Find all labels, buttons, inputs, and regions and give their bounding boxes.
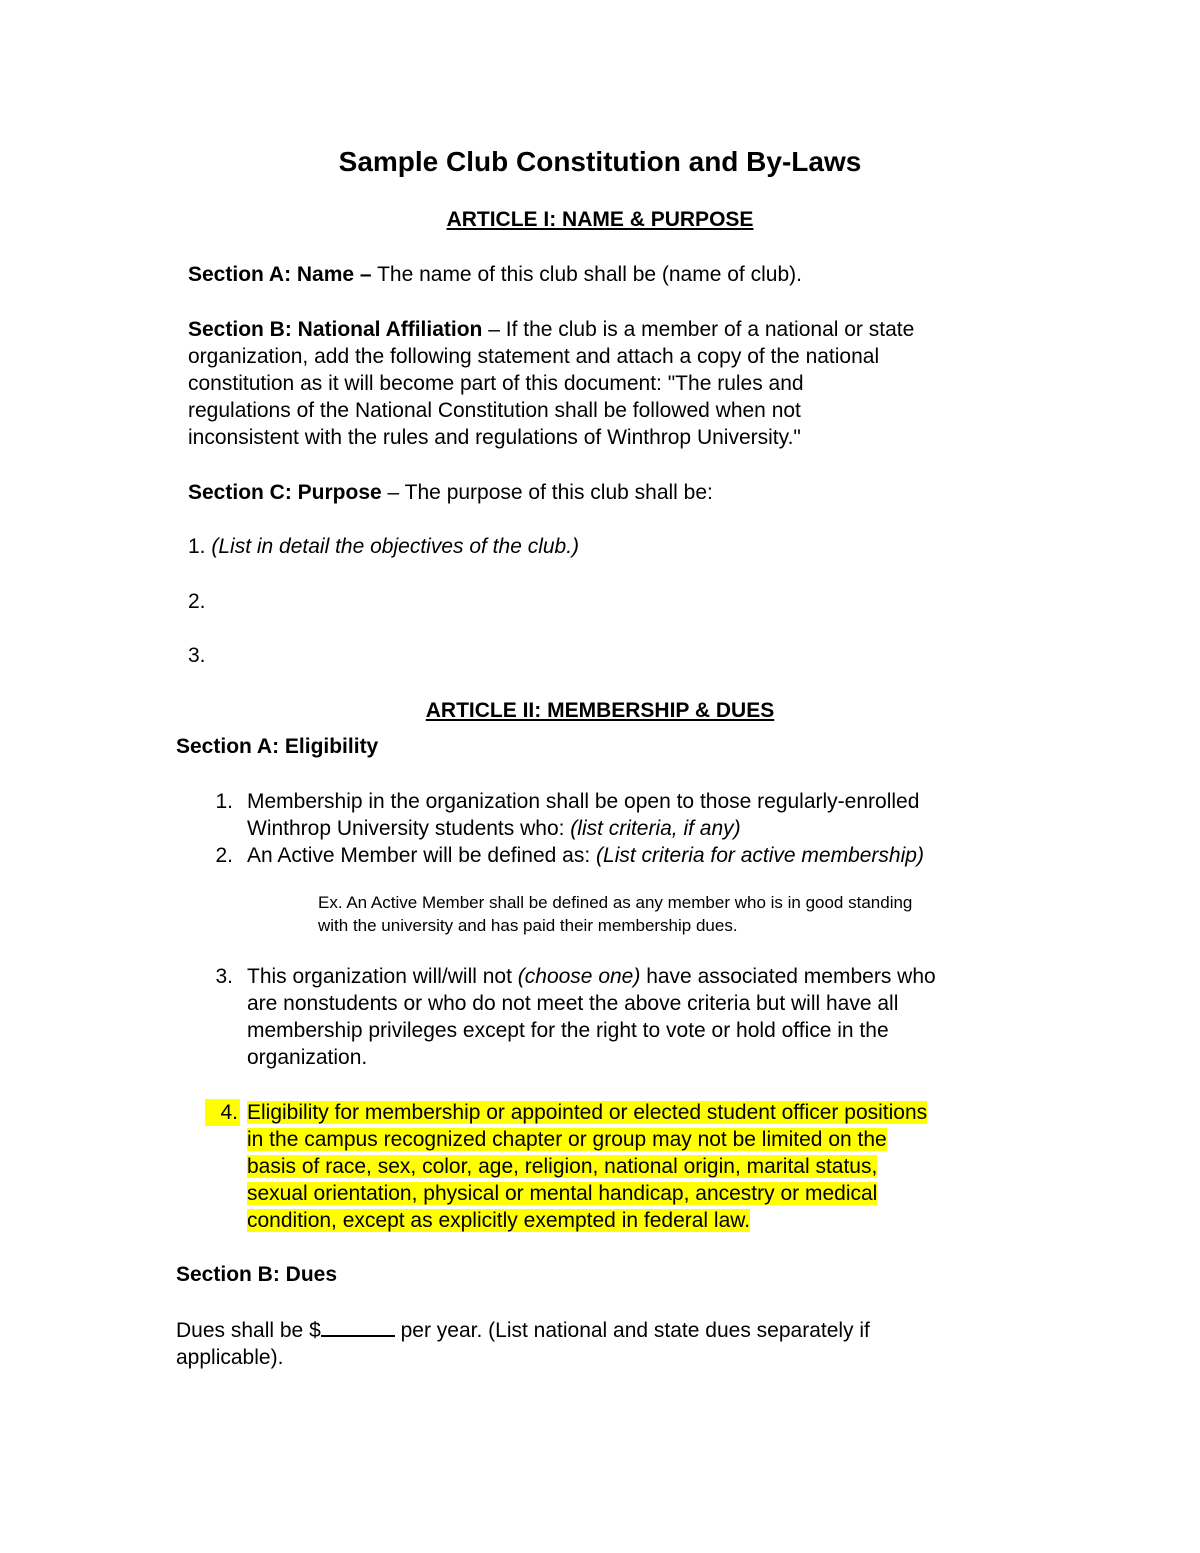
section-a-label: Section A: Name –	[188, 263, 372, 286]
purpose-item-2: 2.	[188, 590, 206, 613]
item-italic: (choose one)	[517, 965, 641, 988]
section-b-line: inconsistent with the rules and regulations of Winthrop University."	[188, 426, 801, 449]
article-2-heading: ARTICLE II: MEMBERSHIP & DUES	[425, 699, 775, 722]
section-b-line: constitution as it will become part of this document: "The rules and	[188, 372, 804, 395]
highlighted-line: condition, except as explicitly exempted in federal law.	[247, 1209, 751, 1232]
article-2-section-b-label	[176, 1261, 337, 1288]
list-number: 4.	[205, 1099, 240, 1126]
article-1-section-c	[188, 479, 713, 506]
highlighted-line: in the campus recognized chapter or group may not be limited on the	[247, 1128, 887, 1151]
list-number: 1.	[215, 790, 233, 813]
purpose-item-1	[188, 533, 579, 560]
item-line: Winthrop University students who:	[247, 817, 571, 840]
item-line: Membership in the organization shall be open to those regularly-enrolled	[247, 790, 920, 813]
list-number: 2.	[215, 844, 233, 867]
section-b-line: – If the club is a member of a national or state	[482, 318, 915, 341]
article-1-section-a	[188, 261, 802, 288]
highlighted-line: Eligibility for membership or appointed or elected student officer positions	[247, 1101, 928, 1124]
list-number: 3.	[215, 965, 233, 988]
example-line: with the university and has paid their membership dues.	[318, 916, 738, 935]
dues-blank	[321, 1316, 395, 1337]
section-b-label: Section B: National Affiliation	[188, 318, 483, 341]
item-line: have associated members who	[640, 965, 936, 988]
section-c-label: Section C: Purpose	[188, 481, 382, 504]
article-1-heading: ARTICLE I: NAME & PURPOSE	[446, 208, 754, 231]
active-member-example	[318, 891, 912, 937]
dues-text: applicable).	[176, 1346, 284, 1369]
item-italic: (list criteria, if any)	[570, 817, 741, 840]
article-2-section-a-label	[176, 733, 378, 760]
section-c-text: – The purpose of this club shall be:	[381, 481, 713, 504]
item-line: This organization will/will not	[247, 965, 518, 988]
section-a-label: Section A: Eligibility	[176, 735, 379, 758]
article-1-section-b	[188, 316, 914, 451]
item-line: An Active Member will be defined as:	[247, 844, 597, 867]
dues-paragraph	[176, 1316, 870, 1371]
highlighted-line: sexual orientation, physical or mental handicap, ancestry or medical	[247, 1182, 878, 1205]
example-line: Ex. An Active Member shall be defined as any member who is in good standing	[318, 893, 913, 912]
page-title: Sample Club Constitution and By-Laws	[338, 146, 862, 177]
section-b-label: Section B: Dues	[176, 1263, 338, 1286]
item-line: organization.	[247, 1046, 368, 1069]
dues-text: Dues shall be $	[176, 1319, 321, 1342]
purpose-item-3: 3.	[188, 644, 206, 667]
dues-text: per year. (List national and state dues separately if	[394, 1319, 870, 1342]
section-b-line: regulations of the National Constitution shall be followed when not	[188, 399, 801, 422]
section-a-text: The name of this club shall be (name of club).	[371, 263, 802, 286]
highlighted-line: basis of race, sex, color, age, religion, national origin, marital status,	[247, 1155, 878, 1178]
item-line: are nonstudents or who do not meet the above criteria but will have all	[247, 992, 899, 1015]
section-b-line: organization, add the following statement and attach a copy of the national	[188, 345, 880, 368]
item-line: membership privileges except for the right to vote or hold office in the	[247, 1019, 889, 1042]
list-number: 1.	[188, 535, 206, 558]
item-italic: (List criteria for active membership)	[596, 844, 924, 867]
purpose-text: (List in detail the objectives of the club.)	[211, 535, 580, 558]
